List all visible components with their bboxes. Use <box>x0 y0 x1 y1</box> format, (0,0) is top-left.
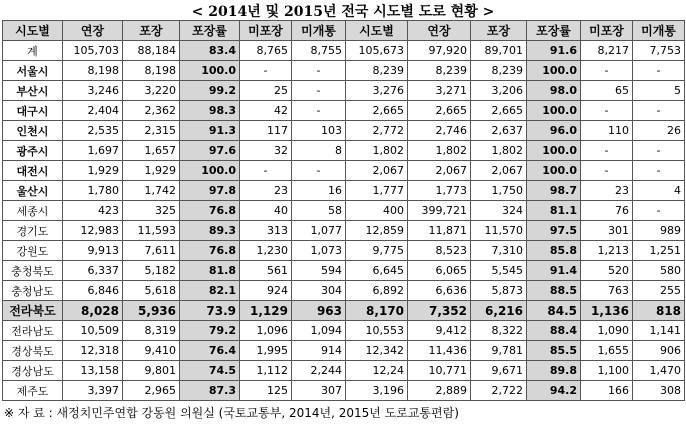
table-row <box>3 361 685 381</box>
value-cell: 3,206 <box>471 81 527 101</box>
value-cell: 8,198 <box>123 61 180 81</box>
source-note: ※ 자 료 : 새정치민주연합 강동원 의원실 (국토교통부, 2014년, 2015년 도로교통편람) <box>4 406 459 420</box>
value-cell: 2,404 <box>63 101 123 121</box>
value-cell: 2,535 <box>63 121 123 141</box>
value-cell: 1,777 <box>346 181 408 201</box>
value-cell: 9,412 <box>408 321 471 341</box>
value-cell: 58 <box>292 201 346 221</box>
value-cell: 103 <box>292 121 346 141</box>
value-cell: 1,094 <box>292 321 346 341</box>
value-cell: 9,913 <box>63 241 123 261</box>
value-cell: 1,090 <box>581 321 633 341</box>
region-cell: 울산시 <box>3 181 63 201</box>
table-row <box>3 281 685 301</box>
value-cell: 8,028 <box>63 301 123 321</box>
value-cell: 3,246 <box>63 81 123 101</box>
value-cell: 110 <box>581 121 633 141</box>
value-cell: 3,220 <box>123 81 180 101</box>
value-cell: 12,318 <box>63 341 123 361</box>
value-cell: 9,671 <box>471 361 527 381</box>
value-cell: 5,873 <box>471 281 527 301</box>
region-cell: 대구시 <box>3 101 63 121</box>
column-header: 연장 <box>63 21 123 41</box>
rate-cell: 87.3 <box>180 381 240 401</box>
value-cell: 1,100 <box>581 361 633 381</box>
value-cell: 25 <box>240 81 292 101</box>
rate-cell: 100.0 <box>527 101 581 121</box>
column-header: 시도별 <box>346 21 408 41</box>
value-cell: 6,892 <box>346 281 408 301</box>
value-cell: 9,775 <box>346 241 408 261</box>
value-cell: 2,315 <box>123 121 180 141</box>
value-cell: 2,772 <box>346 121 408 141</box>
value-cell: 11,570 <box>471 221 527 241</box>
value-cell: 3,276 <box>346 81 408 101</box>
value-cell: 40 <box>240 201 292 221</box>
value-cell: 304 <box>292 281 346 301</box>
value-cell: 8 <box>292 141 346 161</box>
value-cell: - <box>633 161 685 181</box>
value-cell: 924 <box>240 281 292 301</box>
value-cell: 105,703 <box>63 41 123 61</box>
value-cell: 1,995 <box>240 341 292 361</box>
rate-cell: 89.8 <box>527 361 581 381</box>
value-cell: 963 <box>292 301 346 321</box>
value-cell: 1,073 <box>292 241 346 261</box>
column-header: 포장률 <box>180 21 240 41</box>
region-cell: 충청북도 <box>3 261 63 281</box>
value-cell: 2,244 <box>292 361 346 381</box>
value-cell: 1,773 <box>408 181 471 201</box>
value-cell: 763 <box>581 281 633 301</box>
value-cell: 117 <box>240 121 292 141</box>
value-cell: 1,802 <box>471 141 527 161</box>
table-row <box>3 321 685 341</box>
value-cell: 8,523 <box>408 241 471 261</box>
table-row <box>3 61 685 81</box>
value-cell: 1,136 <box>581 301 633 321</box>
value-cell: 1,655 <box>581 341 633 361</box>
value-cell: - <box>633 61 685 81</box>
value-cell: 255 <box>633 281 685 301</box>
column-header: 포장률 <box>527 21 581 41</box>
value-cell: 42 <box>240 101 292 121</box>
rate-cell: 100.0 <box>527 161 581 181</box>
value-cell: 561 <box>240 261 292 281</box>
value-cell: 2,665 <box>346 101 408 121</box>
value-cell: 9,801 <box>123 361 180 381</box>
table-row <box>3 241 685 261</box>
value-cell: - <box>581 101 633 121</box>
value-cell: - <box>581 161 633 181</box>
rate-cell: 97.5 <box>527 221 581 241</box>
value-cell: 308 <box>633 381 685 401</box>
table-row <box>3 141 685 161</box>
column-header: 시도별 <box>3 21 63 41</box>
value-cell: 520 <box>581 261 633 281</box>
value-cell: 5 <box>633 81 685 101</box>
value-cell: 1,251 <box>633 241 685 261</box>
value-cell: 399,721 <box>408 201 471 221</box>
rate-cell: 85.8 <box>527 241 581 261</box>
value-cell: 1,077 <box>292 221 346 241</box>
value-cell: 8,239 <box>471 61 527 81</box>
value-cell: - <box>292 61 346 81</box>
value-cell: 8,198 <box>63 61 123 81</box>
value-cell: - <box>633 101 685 121</box>
table-row <box>3 41 685 61</box>
table-row <box>3 341 685 361</box>
value-cell: 125 <box>240 381 292 401</box>
road-status-table <box>2 20 685 401</box>
rate-cell: 74.5 <box>180 361 240 381</box>
rate-cell: 76.8 <box>180 201 240 221</box>
value-cell: 88,184 <box>123 41 180 61</box>
value-cell: 7,310 <box>471 241 527 261</box>
rate-cell: 85.5 <box>527 341 581 361</box>
value-cell: 2,722 <box>471 381 527 401</box>
value-cell: 2,362 <box>123 101 180 121</box>
table-row <box>3 101 685 121</box>
column-header: 포장 <box>123 21 180 41</box>
value-cell: - <box>633 201 685 221</box>
value-cell: 3,397 <box>63 381 123 401</box>
value-cell: 1,657 <box>123 141 180 161</box>
value-cell: 6,645 <box>346 261 408 281</box>
value-cell: 1,141 <box>633 321 685 341</box>
region-cell: 세종시 <box>3 201 63 221</box>
value-cell: 76 <box>581 201 633 221</box>
value-cell: 3,271 <box>408 81 471 101</box>
value-cell: - <box>240 61 292 81</box>
rate-cell: 91.3 <box>180 121 240 141</box>
rate-cell: 97.8 <box>180 181 240 201</box>
value-cell: 8,755 <box>292 41 346 61</box>
value-cell: 989 <box>633 221 685 241</box>
value-cell: 9,410 <box>123 341 180 361</box>
value-cell: 166 <box>581 381 633 401</box>
value-cell: 1,802 <box>408 141 471 161</box>
value-cell: 16 <box>292 181 346 201</box>
value-cell: 1,929 <box>63 161 123 181</box>
value-cell: 6,636 <box>408 281 471 301</box>
value-cell: 12,24 <box>346 361 408 381</box>
region-cell: 경기도 <box>3 221 63 241</box>
value-cell: - <box>240 161 292 181</box>
rate-cell: 84.5 <box>527 301 581 321</box>
value-cell: 400 <box>346 201 408 221</box>
rate-cell: 97.6 <box>180 141 240 161</box>
value-cell: 1,780 <box>63 181 123 201</box>
value-cell: 2,067 <box>471 161 527 181</box>
value-cell: 12,859 <box>346 221 408 241</box>
value-cell: 423 <box>63 201 123 221</box>
rate-cell: 76.4 <box>180 341 240 361</box>
value-cell: 5,545 <box>471 261 527 281</box>
column-header: 미개통 <box>292 21 346 41</box>
value-cell: 1,697 <box>63 141 123 161</box>
rate-cell: 98.3 <box>180 101 240 121</box>
column-header: 미개통 <box>633 21 685 41</box>
rate-cell: 89.3 <box>180 221 240 241</box>
rate-cell: 98.7 <box>527 181 581 201</box>
value-cell: 26 <box>633 121 685 141</box>
value-cell: 10,771 <box>408 361 471 381</box>
value-cell: 914 <box>292 341 346 361</box>
region-cell: 강원도 <box>3 241 63 261</box>
rate-cell: 88.5 <box>527 281 581 301</box>
table-row <box>3 221 685 241</box>
value-cell: 594 <box>292 261 346 281</box>
value-cell: 10,553 <box>346 321 408 341</box>
value-cell: - <box>581 61 633 81</box>
value-cell: - <box>292 81 346 101</box>
region-cell: 서울시 <box>3 61 63 81</box>
value-cell: 8,322 <box>471 321 527 341</box>
value-cell: 23 <box>240 181 292 201</box>
region-cell: 경상남도 <box>3 361 63 381</box>
value-cell: 7,352 <box>408 301 471 321</box>
value-cell: 580 <box>633 261 685 281</box>
region-cell: 충청남도 <box>3 281 63 301</box>
column-header: 포장 <box>471 21 527 41</box>
table-row <box>3 81 685 101</box>
value-cell: 10,509 <box>63 321 123 341</box>
value-cell: 8,217 <box>581 41 633 61</box>
value-cell: 12,342 <box>346 341 408 361</box>
rate-cell: 82.1 <box>180 281 240 301</box>
column-header: 연장 <box>408 21 471 41</box>
value-cell: 1,750 <box>471 181 527 201</box>
rate-cell: 100.0 <box>527 61 581 81</box>
header-row <box>3 21 685 41</box>
rate-cell: 94.2 <box>527 381 581 401</box>
value-cell: 6,846 <box>63 281 123 301</box>
value-cell: - <box>633 141 685 161</box>
value-cell: 1,096 <box>240 321 292 341</box>
value-cell: 2,067 <box>408 161 471 181</box>
value-cell: 818 <box>633 301 685 321</box>
value-cell: 11,593 <box>123 221 180 241</box>
region-cell: 대전시 <box>3 161 63 181</box>
rate-cell: 76.8 <box>180 241 240 261</box>
value-cell: 3,196 <box>346 381 408 401</box>
value-cell: 1,742 <box>123 181 180 201</box>
value-cell: 8,319 <box>123 321 180 341</box>
value-cell: 2,965 <box>123 381 180 401</box>
value-cell: 8,239 <box>346 61 408 81</box>
value-cell: 7,611 <box>123 241 180 261</box>
value-cell: 8,170 <box>346 301 408 321</box>
value-cell: 6,065 <box>408 261 471 281</box>
value-cell: 6,337 <box>63 261 123 281</box>
value-cell: 325 <box>123 201 180 221</box>
table-row <box>3 121 685 141</box>
rate-cell: 73.9 <box>180 301 240 321</box>
value-cell: 906 <box>633 341 685 361</box>
region-cell: 계 <box>3 41 63 61</box>
region-cell: 광주시 <box>3 141 63 161</box>
value-cell: 307 <box>292 381 346 401</box>
value-cell: 2,665 <box>471 101 527 121</box>
table-row <box>3 301 685 321</box>
rate-cell: 79.2 <box>180 321 240 341</box>
rate-cell: 91.4 <box>527 261 581 281</box>
rate-cell: 100.0 <box>180 61 240 81</box>
table-row <box>3 161 685 181</box>
value-cell: 5,936 <box>123 301 180 321</box>
rate-cell: 83.4 <box>180 41 240 61</box>
value-cell: 1,802 <box>346 141 408 161</box>
rate-cell: 100.0 <box>180 161 240 181</box>
value-cell: 2,889 <box>408 381 471 401</box>
rate-cell: 81.8 <box>180 261 240 281</box>
value-cell: 65 <box>581 81 633 101</box>
value-cell: 324 <box>471 201 527 221</box>
value-cell: 89,701 <box>471 41 527 61</box>
value-cell: 12,983 <box>63 221 123 241</box>
value-cell: 13,158 <box>63 361 123 381</box>
rate-cell: 100.0 <box>527 141 581 161</box>
region-cell: 제주도 <box>3 381 63 401</box>
region-cell: 인천시 <box>3 121 63 141</box>
value-cell: 8,765 <box>240 41 292 61</box>
value-cell: 32 <box>240 141 292 161</box>
value-cell: 313 <box>240 221 292 241</box>
value-cell: 1,230 <box>240 241 292 261</box>
value-cell: - <box>292 161 346 181</box>
value-cell: 4 <box>633 181 685 201</box>
table-row <box>3 181 685 201</box>
value-cell: 1,470 <box>633 361 685 381</box>
region-cell: 부산시 <box>3 81 63 101</box>
table-row <box>3 381 685 401</box>
region-cell: 전라북도 <box>3 301 63 321</box>
value-cell: - <box>581 141 633 161</box>
region-cell: 전라남도 <box>3 321 63 341</box>
value-cell: 2,067 <box>346 161 408 181</box>
value-cell: 105,673 <box>346 41 408 61</box>
value-cell: 11,871 <box>408 221 471 241</box>
value-cell: 8,239 <box>408 61 471 81</box>
value-cell: 7,753 <box>633 41 685 61</box>
rate-cell: 81.1 <box>527 201 581 221</box>
column-header: 미포장 <box>240 21 292 41</box>
value-cell: 6,216 <box>471 301 527 321</box>
table-row <box>3 261 685 281</box>
value-cell: 301 <box>581 221 633 241</box>
rate-cell: 96.0 <box>527 121 581 141</box>
value-cell: 11,436 <box>408 341 471 361</box>
value-cell: 97,920 <box>408 41 471 61</box>
value-cell: 1,929 <box>123 161 180 181</box>
value-cell: 1,129 <box>240 301 292 321</box>
value-cell: 1,112 <box>240 361 292 381</box>
rate-cell: 99.2 <box>180 81 240 101</box>
region-cell: 경상북도 <box>3 341 63 361</box>
value-cell: 2,637 <box>471 121 527 141</box>
rate-cell: 91.6 <box>527 41 581 61</box>
value-cell: 2,665 <box>408 101 471 121</box>
rate-cell: 88.4 <box>527 321 581 341</box>
value-cell: 5,182 <box>123 261 180 281</box>
table-row <box>3 201 685 221</box>
value-cell: 1,213 <box>581 241 633 261</box>
value-cell: 5,618 <box>123 281 180 301</box>
value-cell: 23 <box>581 181 633 201</box>
table-title: < 2014년 및 2015년 전국 시도별 도로 현황 > <box>191 4 495 20</box>
value-cell: 9,781 <box>471 341 527 361</box>
value-cell: 2,746 <box>408 121 471 141</box>
rate-cell: 98.0 <box>527 81 581 101</box>
value-cell: - <box>292 101 346 121</box>
column-header: 미포장 <box>581 21 633 41</box>
